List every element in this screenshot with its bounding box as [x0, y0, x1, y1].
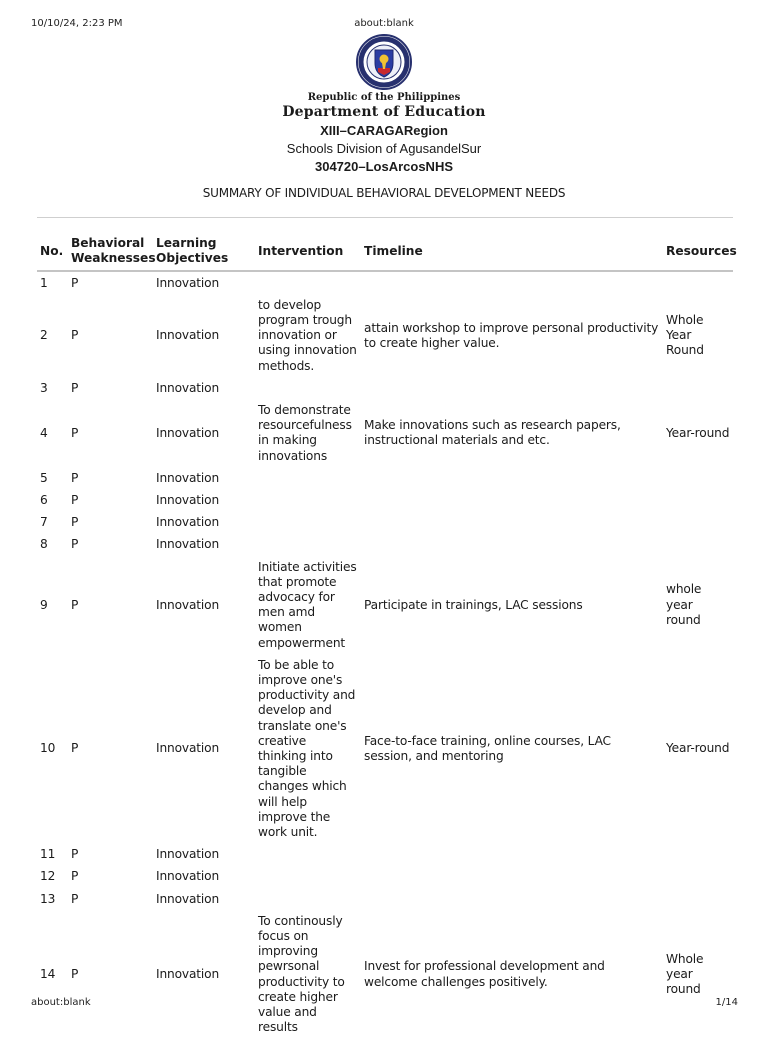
cell-objective: Innovation [156, 891, 220, 906]
cell-resources: Whole Year Round [666, 312, 704, 358]
cell-intervention: To demonstrate resourcefulness in making innovations [258, 402, 352, 463]
table-row [37, 294, 733, 377]
cell-intervention [255, 377, 361, 399]
cell-no: 4 [40, 425, 48, 440]
cell-no: 11 [40, 847, 56, 862]
print-url: about:blank [354, 18, 414, 29]
cell-no: 6 [40, 492, 48, 507]
region-name: XIII–CARAGARegion [320, 123, 448, 138]
cell-objective: Innovation [156, 967, 220, 982]
cell-intervention [255, 271, 361, 294]
print-url-footer: about:blank [31, 997, 91, 1008]
cell-objective: Innovation [156, 275, 220, 290]
cell-no: 14 [40, 967, 56, 982]
cell-resources: Whole year round [666, 951, 704, 997]
cell-timeline: Invest for professional development and welcome challenges positively. [364, 959, 605, 989]
cell-timeline: Make innovations such as research papers, instructional materials and etc. [364, 418, 621, 448]
header-no: No. [37, 231, 68, 271]
letterhead [0, 33, 768, 176]
cell-resources [663, 377, 733, 399]
header-weaknesses: Behavioral Weaknesses [68, 231, 153, 271]
table-row [37, 866, 733, 888]
cell-timeline: Face-to-face training, online courses, LAC session, and mentoring [364, 733, 611, 763]
school-id: 304720–LosArcosNHS [314, 159, 454, 174]
cell-resources [663, 888, 733, 910]
cell-weakness: P [71, 597, 79, 612]
cell-no: 1 [40, 275, 48, 290]
republic-line: Republic of the Philippines [307, 92, 461, 103]
print-footer [0, 997, 768, 1011]
cell-resources [663, 844, 733, 866]
cell-weakness: P [71, 741, 79, 756]
cell-intervention [255, 512, 361, 534]
cell-timeline [361, 377, 663, 399]
header-intervention: Intervention [255, 231, 361, 271]
deped-seal-icon [355, 33, 413, 91]
cell-timeline [361, 512, 663, 534]
header-objectives: Learning Objectives [153, 231, 255, 271]
cell-objective: Innovation [156, 597, 220, 612]
table-row [37, 556, 733, 654]
cell-weakness: P [71, 847, 79, 862]
table-row [37, 654, 733, 843]
cell-resources [663, 271, 733, 294]
cell-no: 8 [40, 537, 48, 552]
cell-weakness: P [71, 537, 79, 552]
page-counter: 1/14 [715, 997, 738, 1008]
cell-objective: Innovation [156, 741, 220, 756]
cell-intervention [255, 467, 361, 489]
cell-intervention [255, 489, 361, 511]
cell-objective: Innovation [156, 869, 220, 884]
cell-weakness: P [71, 891, 79, 906]
table-body [37, 271, 733, 1039]
department-name: Department of Education [282, 104, 486, 120]
cell-intervention: Initiate activities that promote advocacy for men amd women empowerment [258, 559, 357, 650]
cell-objective: Innovation [156, 515, 220, 530]
cell-weakness: P [71, 470, 79, 485]
cell-resources [663, 467, 733, 489]
cell-intervention [255, 844, 361, 866]
cell-objective: Innovation [156, 537, 220, 552]
print-datetime: 10/10/24, 2:23 PM [31, 18, 123, 29]
cell-no: 9 [40, 597, 48, 612]
cell-intervention: To continously focus on improving pewrsonal productivity to create higher value and results [258, 913, 345, 1035]
cell-objective: Innovation [156, 470, 220, 485]
table-row [37, 844, 733, 866]
divider [37, 217, 733, 218]
cell-objective: Innovation [156, 492, 220, 507]
cell-resources [663, 489, 733, 511]
cell-timeline [361, 888, 663, 910]
cell-no: 7 [40, 515, 48, 530]
cell-weakness: P [71, 425, 79, 440]
table-row [37, 399, 733, 467]
cell-weakness: P [71, 328, 79, 343]
cell-intervention [255, 888, 361, 910]
table-row [37, 271, 733, 294]
print-header [0, 18, 768, 32]
table-row [37, 489, 733, 511]
cell-timeline [361, 467, 663, 489]
header-timeline: Timeline [361, 231, 663, 271]
cell-weakness: P [71, 515, 79, 530]
cell-intervention [255, 866, 361, 888]
table-row [37, 377, 733, 399]
cell-timeline [361, 844, 663, 866]
cell-objective: Innovation [156, 425, 220, 440]
table-row [37, 910, 733, 1039]
cell-timeline [361, 534, 663, 556]
table-header-row [37, 231, 733, 271]
cell-intervention: to develop program trough innovation or using innovation methods. [258, 297, 357, 373]
cell-weakness: P [71, 967, 79, 982]
cell-objective: Innovation [156, 380, 220, 395]
cell-timeline [361, 866, 663, 888]
logo-area [289, 33, 479, 90]
cell-no: 5 [40, 470, 48, 485]
cell-resources [663, 534, 733, 556]
table-row [37, 512, 733, 534]
cell-timeline [361, 489, 663, 511]
cell-no: 13 [40, 891, 56, 906]
cell-weakness: P [71, 275, 79, 290]
cell-no: 2 [40, 328, 48, 343]
cell-timeline: attain workshop to improve personal productivity to create higher value. [364, 320, 659, 350]
header-resources: Resources [663, 231, 733, 271]
cell-resources: whole year round [666, 582, 702, 627]
cell-resources: Year-round [666, 425, 730, 440]
cell-intervention [255, 534, 361, 556]
cell-weakness: P [71, 380, 79, 395]
document-title: SUMMARY OF INDIVIDUAL BEHAVIORAL DEVELOPMENT NEEDS [202, 186, 566, 200]
table-row [37, 888, 733, 910]
development-needs-table [37, 231, 737, 1039]
table-row [37, 467, 733, 489]
cell-objective: Innovation [156, 847, 220, 862]
cell-timeline [361, 271, 663, 294]
cell-weakness: P [71, 869, 79, 884]
cell-resources [663, 866, 733, 888]
cell-resources: Year-round [666, 741, 730, 756]
cell-resources [663, 512, 733, 534]
cell-intervention: To be able to improve one's productivity and develop and translate one's creative thinking into tangible changes which will help improve the work unit. [258, 657, 356, 839]
cell-objective: Innovation [156, 328, 220, 343]
cell-no: 10 [40, 741, 56, 756]
table-row [37, 534, 733, 556]
cell-no: 3 [40, 380, 48, 395]
division-name: Schools Division of AgusandelSur [286, 141, 482, 156]
cell-weakness: P [71, 492, 79, 507]
cell-no: 12 [40, 869, 56, 884]
cell-timeline: Participate in trainings, LAC sessions [364, 597, 583, 612]
